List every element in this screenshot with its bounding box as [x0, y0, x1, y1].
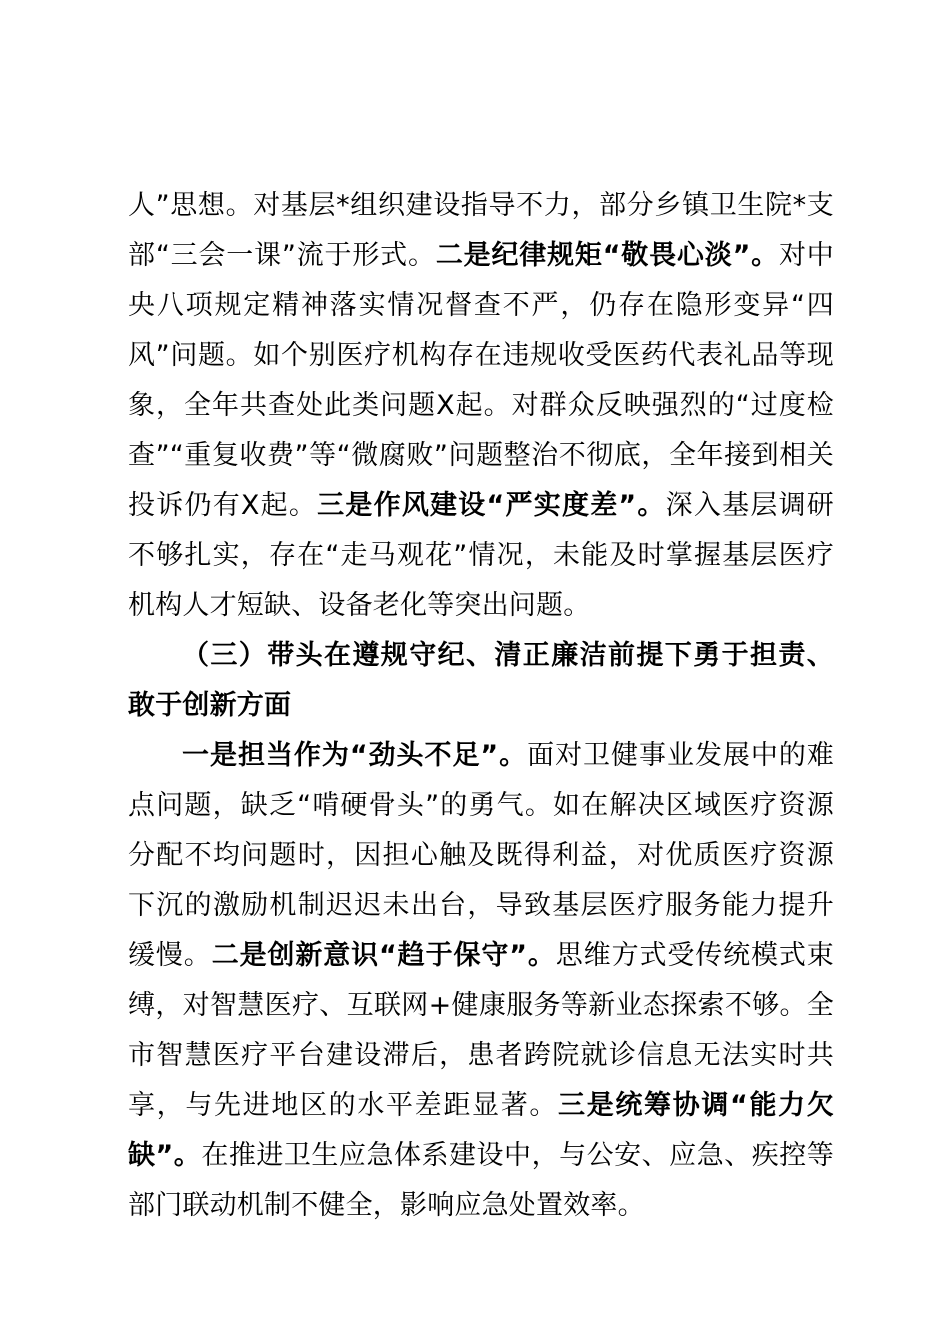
text-segment: 在推进卫生应急体系建设中，与公安、应急、疾控等部门联动机制不健全，影响应急处置效率。	[128, 1140, 834, 1221]
text-segment: 对中央八项规定精神落实情况督查不严，仍存在隐形变异“四风”问题。如个别医疗机构存在违规收受医药代表礼品等现象，全年共查处此类问题X起。对群众反映强烈的“过度检查”“重复收费”等“微腐败”问题整治不彻底，全年接到相关投诉仍有X起。	[128, 240, 834, 521]
document-page	[128, 181, 834, 1231]
bold-point-discipline: 二是纪律规矩“敬畏心淡”。	[435, 240, 779, 271]
text-segment: 面对卫健事业发展中的难点问题，缺乏“啃硬骨头”的勇气。如在解决区域医疗资源分配不均问题时，因担心触及既得利益，对优质医疗资源下沉的激励机制迟迟未出台，导致基层医疗服务能力提升缓慢。	[128, 740, 835, 971]
paragraph-responsibility	[128, 731, 834, 1231]
text-segment: 深入基层调研不够扎实，存在“走马观花”情况，未能及时掌握基层医疗机构人才短缺、设备老化等突出问题。	[128, 490, 834, 621]
bold-point-innovation: 二是创新意识“趋于保守”。	[211, 940, 556, 971]
bold-point-responsibility: 一是担当作为“劲头不足”。	[182, 740, 528, 771]
bold-point-work-style: 三是作风建设“严实度差”。	[317, 490, 666, 521]
text-segment: 人”思想。对基层*组织建设指导不力，部分乡镇卫生院*支部“三会一课”流于形式。	[128, 190, 834, 271]
paragraph-party-discipline	[128, 181, 834, 631]
bold-point-coordination: 三是统筹协调“能力欠缺”。	[128, 1090, 834, 1171]
text-segment: 思维方式受传统模式束缚，对智慧医疗、互联网+健康服务等新业态探索不够。全市智慧医疗平台建设滞后，患者跨院就诊信息无法实时共享，与先进地区的水平差距显著。	[128, 940, 835, 1121]
section-heading: （三）带头在遵规守纪、清正廉洁前提下勇于担责、敢于创新方面	[128, 640, 834, 721]
